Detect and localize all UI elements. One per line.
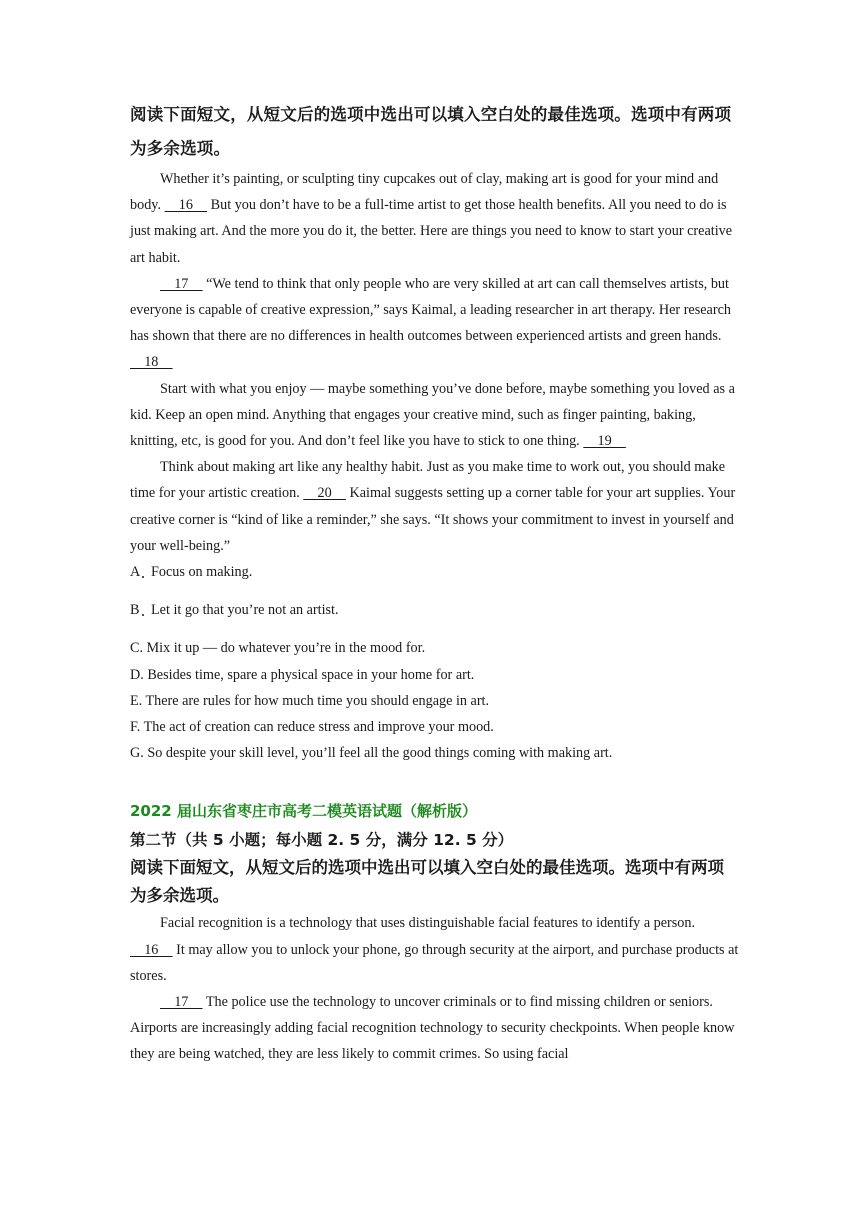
option-d: D. Besides time, spare a physical space in your home for art.: [130, 666, 475, 683]
section-spacer: [130, 766, 740, 796]
blank-17: 17: [160, 994, 203, 1011]
passage-paragraph-2: [130, 271, 740, 376]
option-f: F. The act of creation can reduce stress and improve your mood.: [130, 719, 494, 736]
blank-20: 20: [303, 485, 346, 502]
paragraph-text: The police use the technology to uncover criminals or to find missing children or seniors. Airports are increasingly adding facial recognition technology to security checkpoints. When people know they are being watched, they are less likely to commit crimes. So using facial: [130, 994, 735, 1063]
passage-paragraph-3: [130, 376, 740, 455]
section-title: 2022 届山东省枣庄市高考二模英语试题（解析版）: [130, 802, 477, 821]
instructions-heading-2: 阅读下面短文，从短文后的选项中选出可以填入空白处的最佳选项。选项中有两项为多余选项。: [130, 858, 724, 906]
paragraph-text: Kaimal suggests setting up a corner table for your art supplies. Your creative corner is “kind of like a reminder,” she says. “It shows your commitment to invest in yourself and your well-being.”: [130, 485, 736, 554]
paragraph-text: It may allow you to unlock your phone, go through security at the airport, and purchase products at stores.: [130, 941, 739, 984]
paragraph-text: Whether it’s painting, or sculpting tiny cupcakes out of clay, making art is good for your mind and body.: [130, 171, 719, 214]
option-c: C. Mix it up — do whatever you’re in the mood for.: [130, 640, 426, 657]
instructions-heading: 阅读下面短文，从短文后的选项中选出可以填入空白处的最佳选项。选项中有两项为多余选项。: [130, 105, 732, 158]
blank-17: 17: [160, 275, 203, 292]
option-letter: A: [130, 559, 151, 585]
option-text: Let it go that you’re not an artist.: [151, 602, 339, 619]
option-g: G. So despite your skill level, you’ll feel all the good things coming with making art.: [130, 745, 613, 762]
section-subtitle: 第二节（共 5 小题；每小题 2. 5 分，满分 12. 5 分）: [130, 831, 514, 850]
paragraph-text: Start with what you enjoy — maybe something you’ve done before, maybe something you loved as a kid. Keep an open mind. Anything that engages your creative mind, such as finger painting, baking, knitting, etc, is good for you. And don’t feel like you have to stick to one thing.: [130, 380, 735, 450]
paragraph-text: But you don’t have to be a full-time artist to get those health benefits. All you need to do is just making art. And the more you do it, the better. Here are things you need to know to start your creative art habit.: [130, 197, 733, 266]
blank-16: 16: [164, 197, 208, 214]
paragraph-text: “We tend to think that only people who are very skilled at art can call themselves artists, but everyone is capable of creative expression,” says Kaimal, a leading researcher in art therapy. Her research has shown that there are no differences in health outcomes between experienced artists and green hands.: [130, 275, 731, 345]
option-b: [130, 597, 740, 623]
blank-16: 16: [130, 941, 173, 958]
option-text: Focus on making.: [151, 564, 253, 581]
document-page: [130, 98, 740, 1068]
passage2-paragraph-2: [130, 989, 740, 1068]
option-letter: B: [130, 597, 151, 623]
option-e: E. There are rules for how much time you should engage in art.: [130, 692, 490, 709]
paragraph-text: Think about making art like any healthy habit. Just as you make time to work out, you should make time for your artistic creation.: [130, 459, 726, 502]
passage-paragraph-4: [130, 454, 740, 559]
blank-18: 18: [130, 354, 173, 371]
paragraph-text: Facial recognition is a technology that uses distinguishable facial features to identify a person.: [160, 915, 696, 932]
blank-19: 19: [583, 433, 626, 450]
passage2-paragraph-1: [130, 910, 740, 989]
passage-paragraph-1: [130, 166, 740, 271]
option-a: [130, 559, 740, 585]
